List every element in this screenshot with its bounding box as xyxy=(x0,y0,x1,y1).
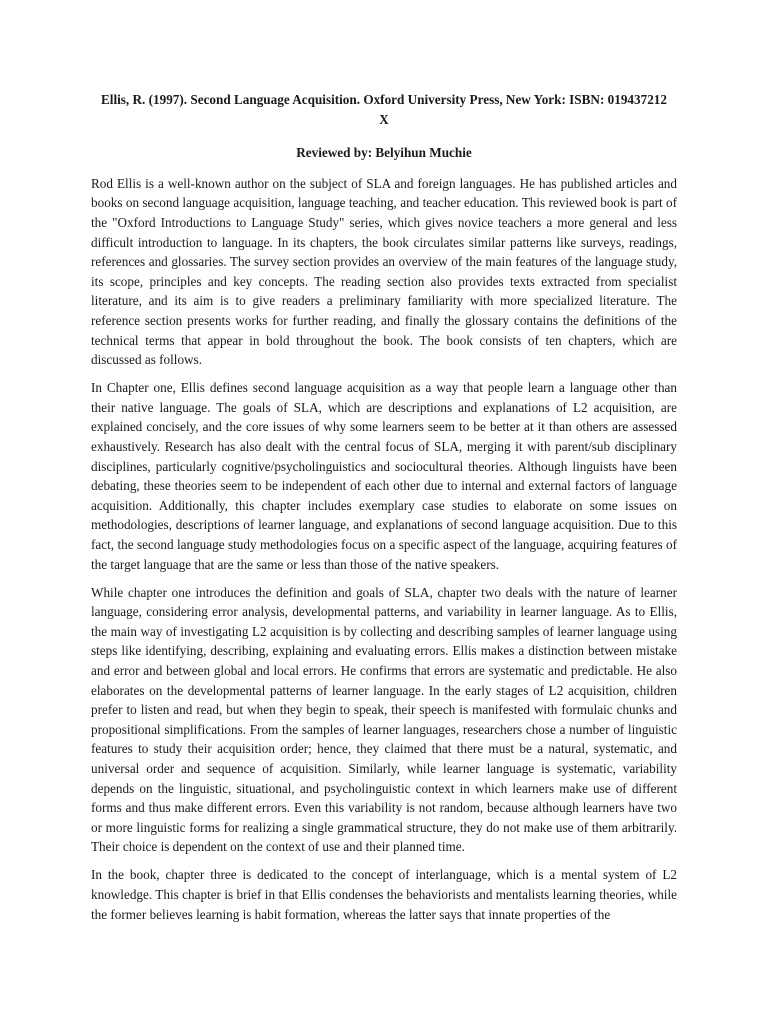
body-paragraph: In Chapter one, Ellis defines second language acquisition as a way that people learn a language other than their native language. The goals of SLA, which are descriptions and explanations of L2 acquisition, are explained concisely, and the core issues of why some learners seem to be better at it than others are assessed exhaustively. Research has also dealt with the central focus of SLA, merging it with parent/sub disciplinary disciplines, particularly cognitive/psycholinguistics and sociocultural theories. Although linguists have been debating, these theories seem to be independent of each other due to internal and external factors of language acquisition. Additionally, this chapter includes exemplary case studies to elaborate on some issues on methodologies, descriptions of learner language, and explanations of second language acquisition. Due to this fact, the second language study methodologies focus on a specific aspect of the language, acquiring features of the target language that are the same or less than those of the native speakers. xyxy=(91,380,677,572)
body-paragraph: In the book, chapter three is dedicated to the concept of interlanguage, which is a mental system of L2 knowledge. This chapter is brief in that Ellis condenses the behaviorists and mentalists learning theories, while the former believes learning is habit formation, whereas the latter says that innate properties of the xyxy=(91,867,677,922)
body-paragraph: While chapter one introduces the definition and goals of SLA, chapter two deals with the nature of learner language, considering error analysis, developmental patterns, and variability in learner language. As to Ellis, the main way of investigating L2 acquisition is by collecting and describing samples of learner language using steps like identifying, describing, explaining and evaluating errors. Ellis makes a distinction between mistake and error and between global and local errors. He confirms that errors are systematic and predictable. He also elaborates on the developmental patterns of learner language. In the early stages of L2 acquisition, children prefer to listen and read, but when they begin to speak, their speech is manifested with formulaic chunks and propositional simplifications. From the samples of learner languages, researchers chose a number of linguistic features to study their acquisition order; hence, they claimed that there must be a natural, systematic, and universal order and sequence of acquisition. Similarly, while learner language is systematic, variability depends on the linguistic, situational, and psycholinguistic context in which learners make use of different forms and thus make different errors. Even this variability is not random, because although learners have two or more linguistic forms for realizing a single grammatical structure, they do not make use of them arbitrarily. Their choice is dependent on the context of use and their planned time. xyxy=(91,584,677,855)
book-citation: Ellis, R. (1997). Second Language Acquisition. Oxford University Press, New York: ISBN: 019437212 X xyxy=(101,92,667,127)
reviewer-byline: Reviewed by: Belyihun Muchie xyxy=(296,145,472,161)
review-page xyxy=(91,90,677,933)
body-paragraph: Rod Ellis is a well-known author on the subject of SLA and foreign languages. He has published articles and books on second language acquisition, language teaching, and teacher education. This reviewed book is part of the "Oxford Introductions to Language Study" series, which gives novice teachers a more general and less difficult introduction to language. In its chapters, the book circulates similar patterns like surveys, readings, references and glossaries. The survey section provides an overview of the main features of the language study, its scope, principles and key concepts. The reading section also provides texts extracted from specialist literature, and its aim is to give readers a preliminary familiarity with more specialized literature. The reference section presents works for further reading, and finally the glossary contains the definitions of the technical terms that appear in bold throughout the book. The book consists of ten chapters, which are discussed as follows. xyxy=(91,175,677,368)
